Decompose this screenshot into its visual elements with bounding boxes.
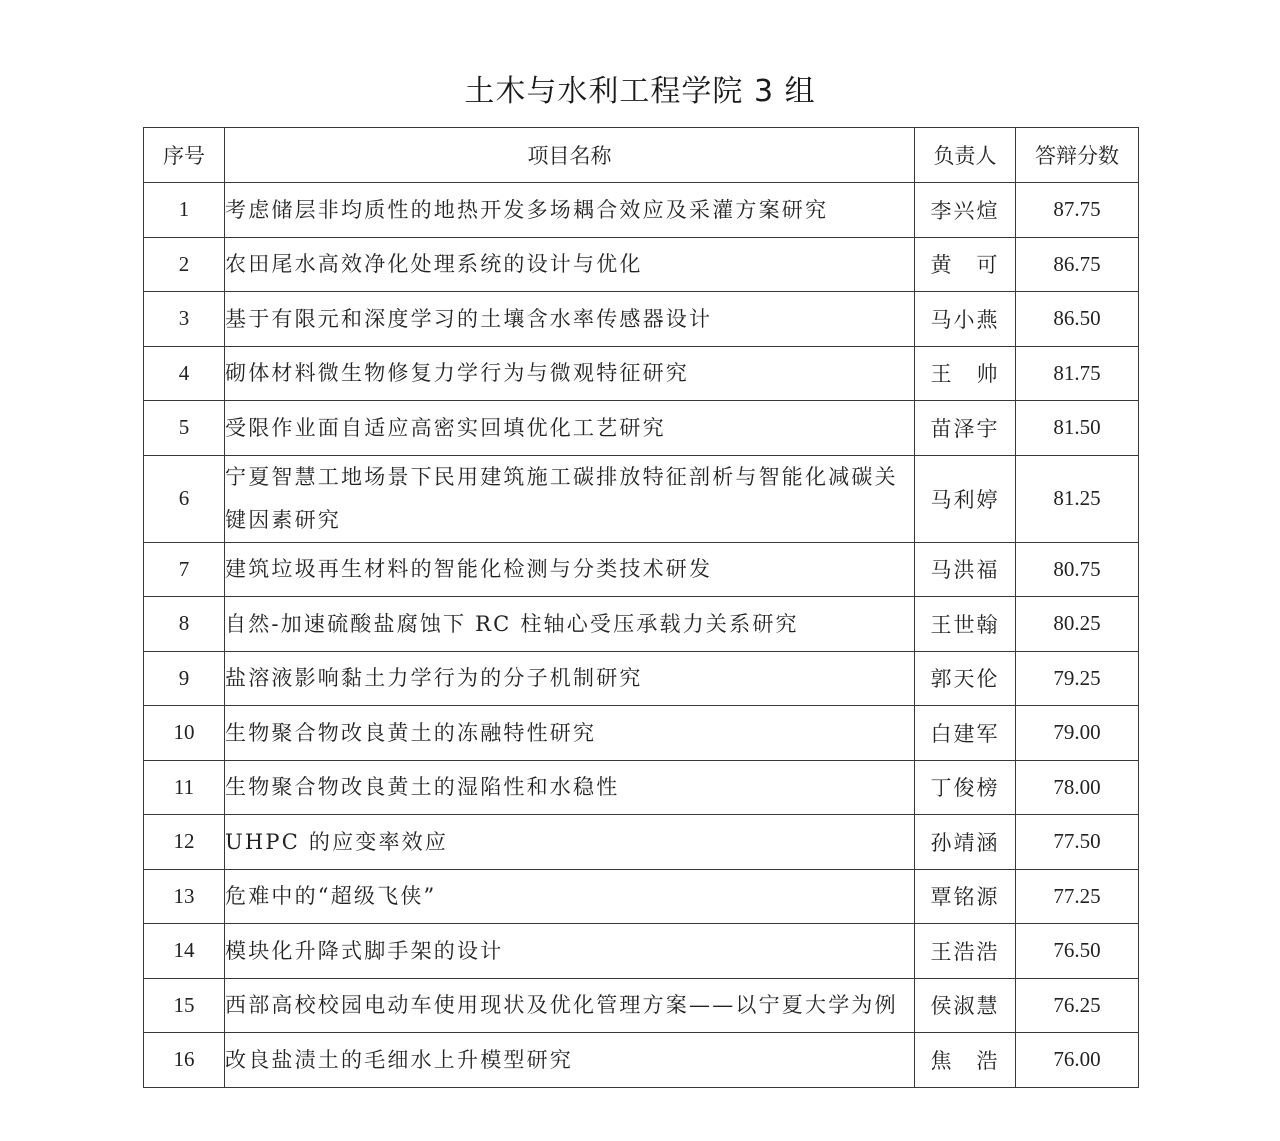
table-row — [144, 542, 1139, 597]
project-name: 受限作业面自适应高密实回填优化工艺研究 — [225, 401, 915, 456]
row-number: 4 — [144, 346, 225, 401]
table-row — [144, 760, 1139, 815]
table-row — [144, 401, 1139, 456]
project-leader: 焦 浩 — [915, 1033, 1016, 1088]
results-table — [143, 127, 1139, 1088]
table-row — [144, 597, 1139, 652]
row-number: 5 — [144, 401, 225, 456]
table-row — [144, 815, 1139, 870]
defense-score: 80.25 — [1016, 597, 1139, 652]
project-name: 危难中的“超级飞侠” — [225, 869, 915, 924]
header-score: 答辩分数 — [1016, 128, 1139, 183]
table-row — [144, 869, 1139, 924]
defense-score: 76.00 — [1016, 1033, 1139, 1088]
defense-score: 81.25 — [1016, 455, 1139, 542]
row-number: 7 — [144, 542, 225, 597]
project-name: 改良盐渍土的毛细水上升模型研究 — [225, 1033, 915, 1088]
header-num: 序号 — [144, 128, 225, 183]
defense-score: 81.75 — [1016, 346, 1139, 401]
row-number: 8 — [144, 597, 225, 652]
table-row — [144, 1033, 1139, 1088]
project-leader: 覃铭源 — [915, 869, 1016, 924]
project-leader: 李兴煊 — [915, 183, 1016, 238]
project-leader: 苗泽宇 — [915, 401, 1016, 456]
project-name: 考虑储层非均质性的地热开发多场耦合效应及采灌方案研究 — [225, 183, 915, 238]
project-leader: 马洪福 — [915, 542, 1016, 597]
project-leader: 白建军 — [915, 706, 1016, 761]
defense-score: 76.50 — [1016, 924, 1139, 979]
row-number: 14 — [144, 924, 225, 979]
defense-score: 77.50 — [1016, 815, 1139, 870]
project-leader: 郭天伦 — [915, 651, 1016, 706]
defense-score: 79.00 — [1016, 706, 1139, 761]
project-leader: 马小燕 — [915, 292, 1016, 347]
project-name: 砌体材料微生物修复力学行为与微观特征研究 — [225, 346, 915, 401]
project-leader: 马利婷 — [915, 455, 1016, 542]
project-name: 盐溶液影响黏土力学行为的分子机制研究 — [225, 651, 915, 706]
project-name: 农田尾水高效净化处理系统的设计与优化 — [225, 237, 915, 292]
project-name: 基于有限元和深度学习的土壤含水率传感器设计 — [225, 292, 915, 347]
table-row — [144, 346, 1139, 401]
project-name: 生物聚合物改良黄土的湿陷性和水稳性 — [225, 760, 915, 815]
project-leader: 侯淑慧 — [915, 978, 1016, 1033]
row-number: 16 — [144, 1033, 225, 1088]
table-row — [144, 292, 1139, 347]
defense-score: 87.75 — [1016, 183, 1139, 238]
row-number: 15 — [144, 978, 225, 1033]
defense-score: 86.75 — [1016, 237, 1139, 292]
defense-score: 81.50 — [1016, 401, 1139, 456]
row-number: 12 — [144, 815, 225, 870]
project-leader: 王世翰 — [915, 597, 1016, 652]
table-row — [144, 706, 1139, 761]
row-number: 11 — [144, 760, 225, 815]
defense-score: 86.50 — [1016, 292, 1139, 347]
row-number: 10 — [144, 706, 225, 761]
defense-score: 80.75 — [1016, 542, 1139, 597]
defense-score: 76.25 — [1016, 978, 1139, 1033]
project-name: UHPC 的应变率效应 — [225, 815, 915, 870]
header-name: 项目名称 — [225, 128, 915, 183]
row-number: 3 — [144, 292, 225, 347]
row-number: 9 — [144, 651, 225, 706]
project-name: 西部高校校园电动车使用现状及优化管理方案——以宁夏大学为例 — [225, 978, 915, 1033]
table-row — [144, 651, 1139, 706]
project-name: 宁夏智慧工地场景下民用建筑施工碳排放特征剖析与智能化减碳关键因素研究 — [225, 455, 915, 542]
table-body — [144, 183, 1139, 1088]
row-number: 13 — [144, 869, 225, 924]
project-leader: 黄 可 — [915, 237, 1016, 292]
project-leader: 王 帅 — [915, 346, 1016, 401]
table-row — [144, 237, 1139, 292]
table-row — [144, 183, 1139, 238]
header-leader: 负责人 — [915, 128, 1016, 183]
defense-score: 77.25 — [1016, 869, 1139, 924]
table-row — [144, 455, 1139, 542]
defense-score: 78.00 — [1016, 760, 1139, 815]
page-title: 土木与水利工程学院 3 组 — [464, 74, 816, 109]
table-row — [144, 978, 1139, 1033]
project-leader: 孙靖涵 — [915, 815, 1016, 870]
defense-score: 79.25 — [1016, 651, 1139, 706]
row-number: 1 — [144, 183, 225, 238]
table-header-row — [144, 128, 1139, 183]
project-name: 建筑垃圾再生材料的智能化检测与分类技术研发 — [225, 542, 915, 597]
project-leader: 王浩浩 — [915, 924, 1016, 979]
project-leader: 丁俊榜 — [915, 760, 1016, 815]
project-name: 模块化升降式脚手架的设计 — [225, 924, 915, 979]
row-number: 2 — [144, 237, 225, 292]
table-row — [144, 924, 1139, 979]
project-name: 自然-加速硫酸盐腐蚀下 RC 柱轴心受压承载力关系研究 — [225, 597, 915, 652]
project-name: 生物聚合物改良黄土的冻融特性研究 — [225, 706, 915, 761]
row-number: 6 — [144, 455, 225, 542]
